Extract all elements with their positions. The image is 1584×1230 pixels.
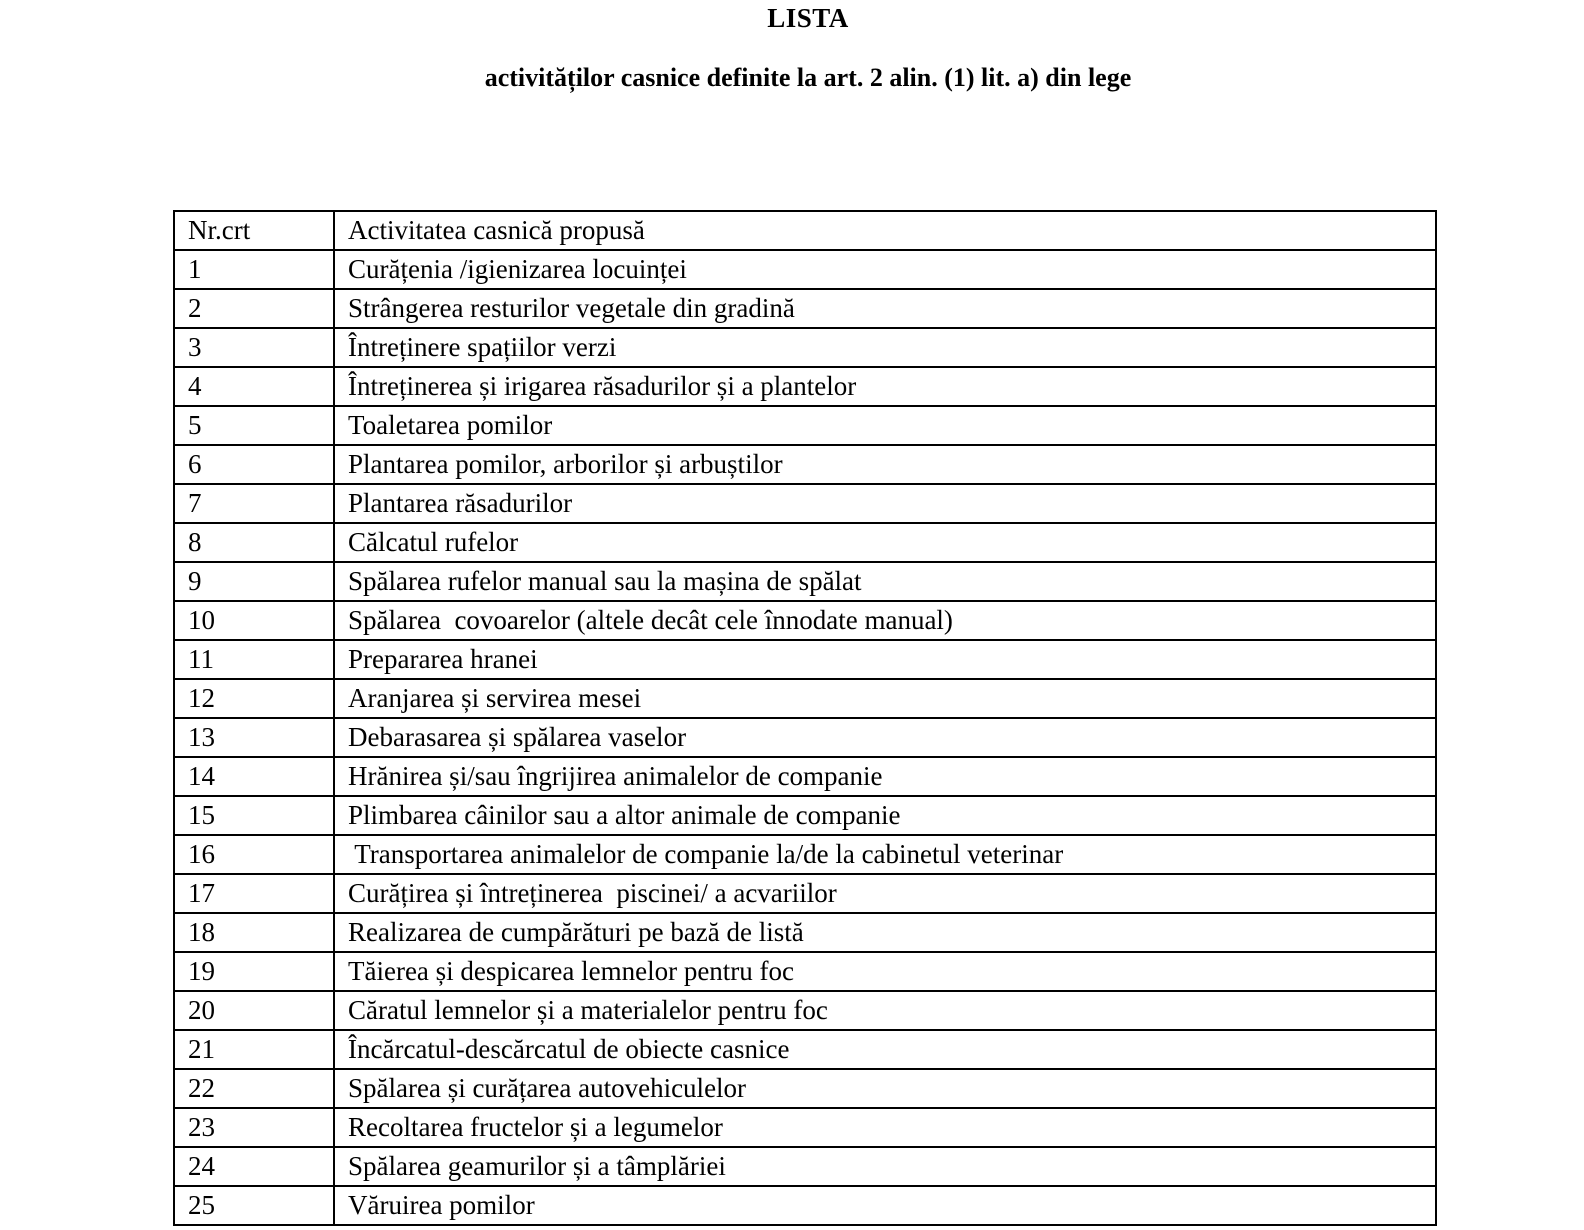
table-row (174, 640, 1436, 679)
row-activity-cell: Realizarea de cumpărături pe bază de listă (334, 913, 1436, 952)
row-activity-cell: Curățirea și întreținerea piscinei/ a acvariilor (334, 874, 1436, 913)
table-row (174, 289, 1436, 328)
page-title: LISTA (767, 3, 849, 33)
row-activity-cell: Plantarea pomilor, arborilor și arbuștilor (334, 445, 1436, 484)
row-number-cell: 12 (174, 679, 334, 718)
row-activity-cell: Spălarea covoarelor (altele decât cele înnodate manual) (334, 601, 1436, 640)
row-activity-cell: Prepararea hranei (334, 640, 1436, 679)
table-row (174, 757, 1436, 796)
row-activity-cell: Plimbarea câinilor sau a altor animale de companie (334, 796, 1436, 835)
table-row (174, 601, 1436, 640)
table-row (174, 835, 1436, 874)
table-row (174, 913, 1436, 952)
row-number-cell: 25 (174, 1186, 334, 1225)
row-number-cell: 13 (174, 718, 334, 757)
row-number-cell: 16 (174, 835, 334, 874)
row-activity-cell: Spălarea rufelor manual sau la mașina de spălat (334, 562, 1436, 601)
page-subtitle: activităților casnice definite la art. 2 alin. (1) lit. a) din lege (484, 63, 1132, 92)
row-activity-cell: Văruirea pomilor (334, 1186, 1436, 1225)
row-activity-cell: Aranjarea și servirea mesei (334, 679, 1436, 718)
row-activity-cell: Recoltarea fructelor și a legumelor (334, 1108, 1436, 1147)
activities-table (173, 210, 1437, 1226)
row-activity-cell: Spălarea și curățarea autovehiculelor (334, 1069, 1436, 1108)
table-row (174, 796, 1436, 835)
table-row (174, 250, 1436, 289)
table-row (174, 523, 1436, 562)
row-activity-cell: Plantarea răsadurilor (334, 484, 1436, 523)
row-activity-cell: Întreținere spațiilor verzi (334, 328, 1436, 367)
row-number-cell: 7 (174, 484, 334, 523)
table-row (174, 991, 1436, 1030)
table-body (174, 250, 1436, 1225)
table-row (174, 406, 1436, 445)
table-row (174, 679, 1436, 718)
row-number-cell: 8 (174, 523, 334, 562)
table-row (174, 1147, 1436, 1186)
row-number-cell: 2 (174, 289, 334, 328)
table-row (174, 1108, 1436, 1147)
table-row (174, 718, 1436, 757)
table-row (174, 1069, 1436, 1108)
row-activity-cell: Călcatul rufelor (334, 523, 1436, 562)
table-row (174, 874, 1436, 913)
table-row (174, 1186, 1436, 1225)
row-number-cell: 11 (174, 640, 334, 679)
column-header-activity: Activitatea casnică propusă (334, 211, 1436, 250)
row-number-cell: 10 (174, 601, 334, 640)
row-activity-cell: Căratul lemnelor și a materialelor pentru foc (334, 991, 1436, 1030)
row-number-cell: 24 (174, 1147, 334, 1186)
row-number-cell: 23 (174, 1108, 334, 1147)
row-number-cell: 3 (174, 328, 334, 367)
table-row (174, 367, 1436, 406)
row-activity-cell: Hrănirea și/sau îngrijirea animalelor de companie (334, 757, 1436, 796)
row-number-cell: 14 (174, 757, 334, 796)
row-activity-cell: Strângerea resturilor vegetale din gradină (334, 289, 1436, 328)
table-row (174, 328, 1436, 367)
column-header-nr: Nr.crt (174, 211, 334, 250)
row-number-cell: 19 (174, 952, 334, 991)
document-header (0, 0, 1584, 94)
row-number-cell: 21 (174, 1030, 334, 1069)
row-number-cell: 18 (174, 913, 334, 952)
row-number-cell: 20 (174, 991, 334, 1030)
row-number-cell: 6 (174, 445, 334, 484)
row-activity-cell: Debarasarea și spălarea vaselor (334, 718, 1436, 757)
table-row (174, 952, 1436, 991)
table-row (174, 445, 1436, 484)
table-header-row (174, 211, 1436, 250)
row-activity-cell: Tăierea și despicarea lemnelor pentru foc (334, 952, 1436, 991)
row-number-cell: 4 (174, 367, 334, 406)
row-number-cell: 5 (174, 406, 334, 445)
table-header (174, 211, 1436, 250)
row-activity-cell: Întreținerea și irigarea răsadurilor și a plantelor (334, 367, 1436, 406)
row-activity-cell: Transportarea animalelor de companie la/de la cabinetul veterinar (334, 835, 1436, 874)
row-activity-cell: Spălarea geamurilor și a tâmplăriei (334, 1147, 1436, 1186)
row-number-cell: 15 (174, 796, 334, 835)
row-number-cell: 22 (174, 1069, 334, 1108)
row-activity-cell: Încărcatul-descărcatul de obiecte casnice (334, 1030, 1436, 1069)
row-number-cell: 1 (174, 250, 334, 289)
table-row (174, 1030, 1436, 1069)
table-row (174, 484, 1436, 523)
row-activity-cell: Curățenia /igienizarea locuinței (334, 250, 1436, 289)
row-activity-cell: Toaletarea pomilor (334, 406, 1436, 445)
row-number-cell: 17 (174, 874, 334, 913)
table-row (174, 562, 1436, 601)
row-number-cell: 9 (174, 562, 334, 601)
